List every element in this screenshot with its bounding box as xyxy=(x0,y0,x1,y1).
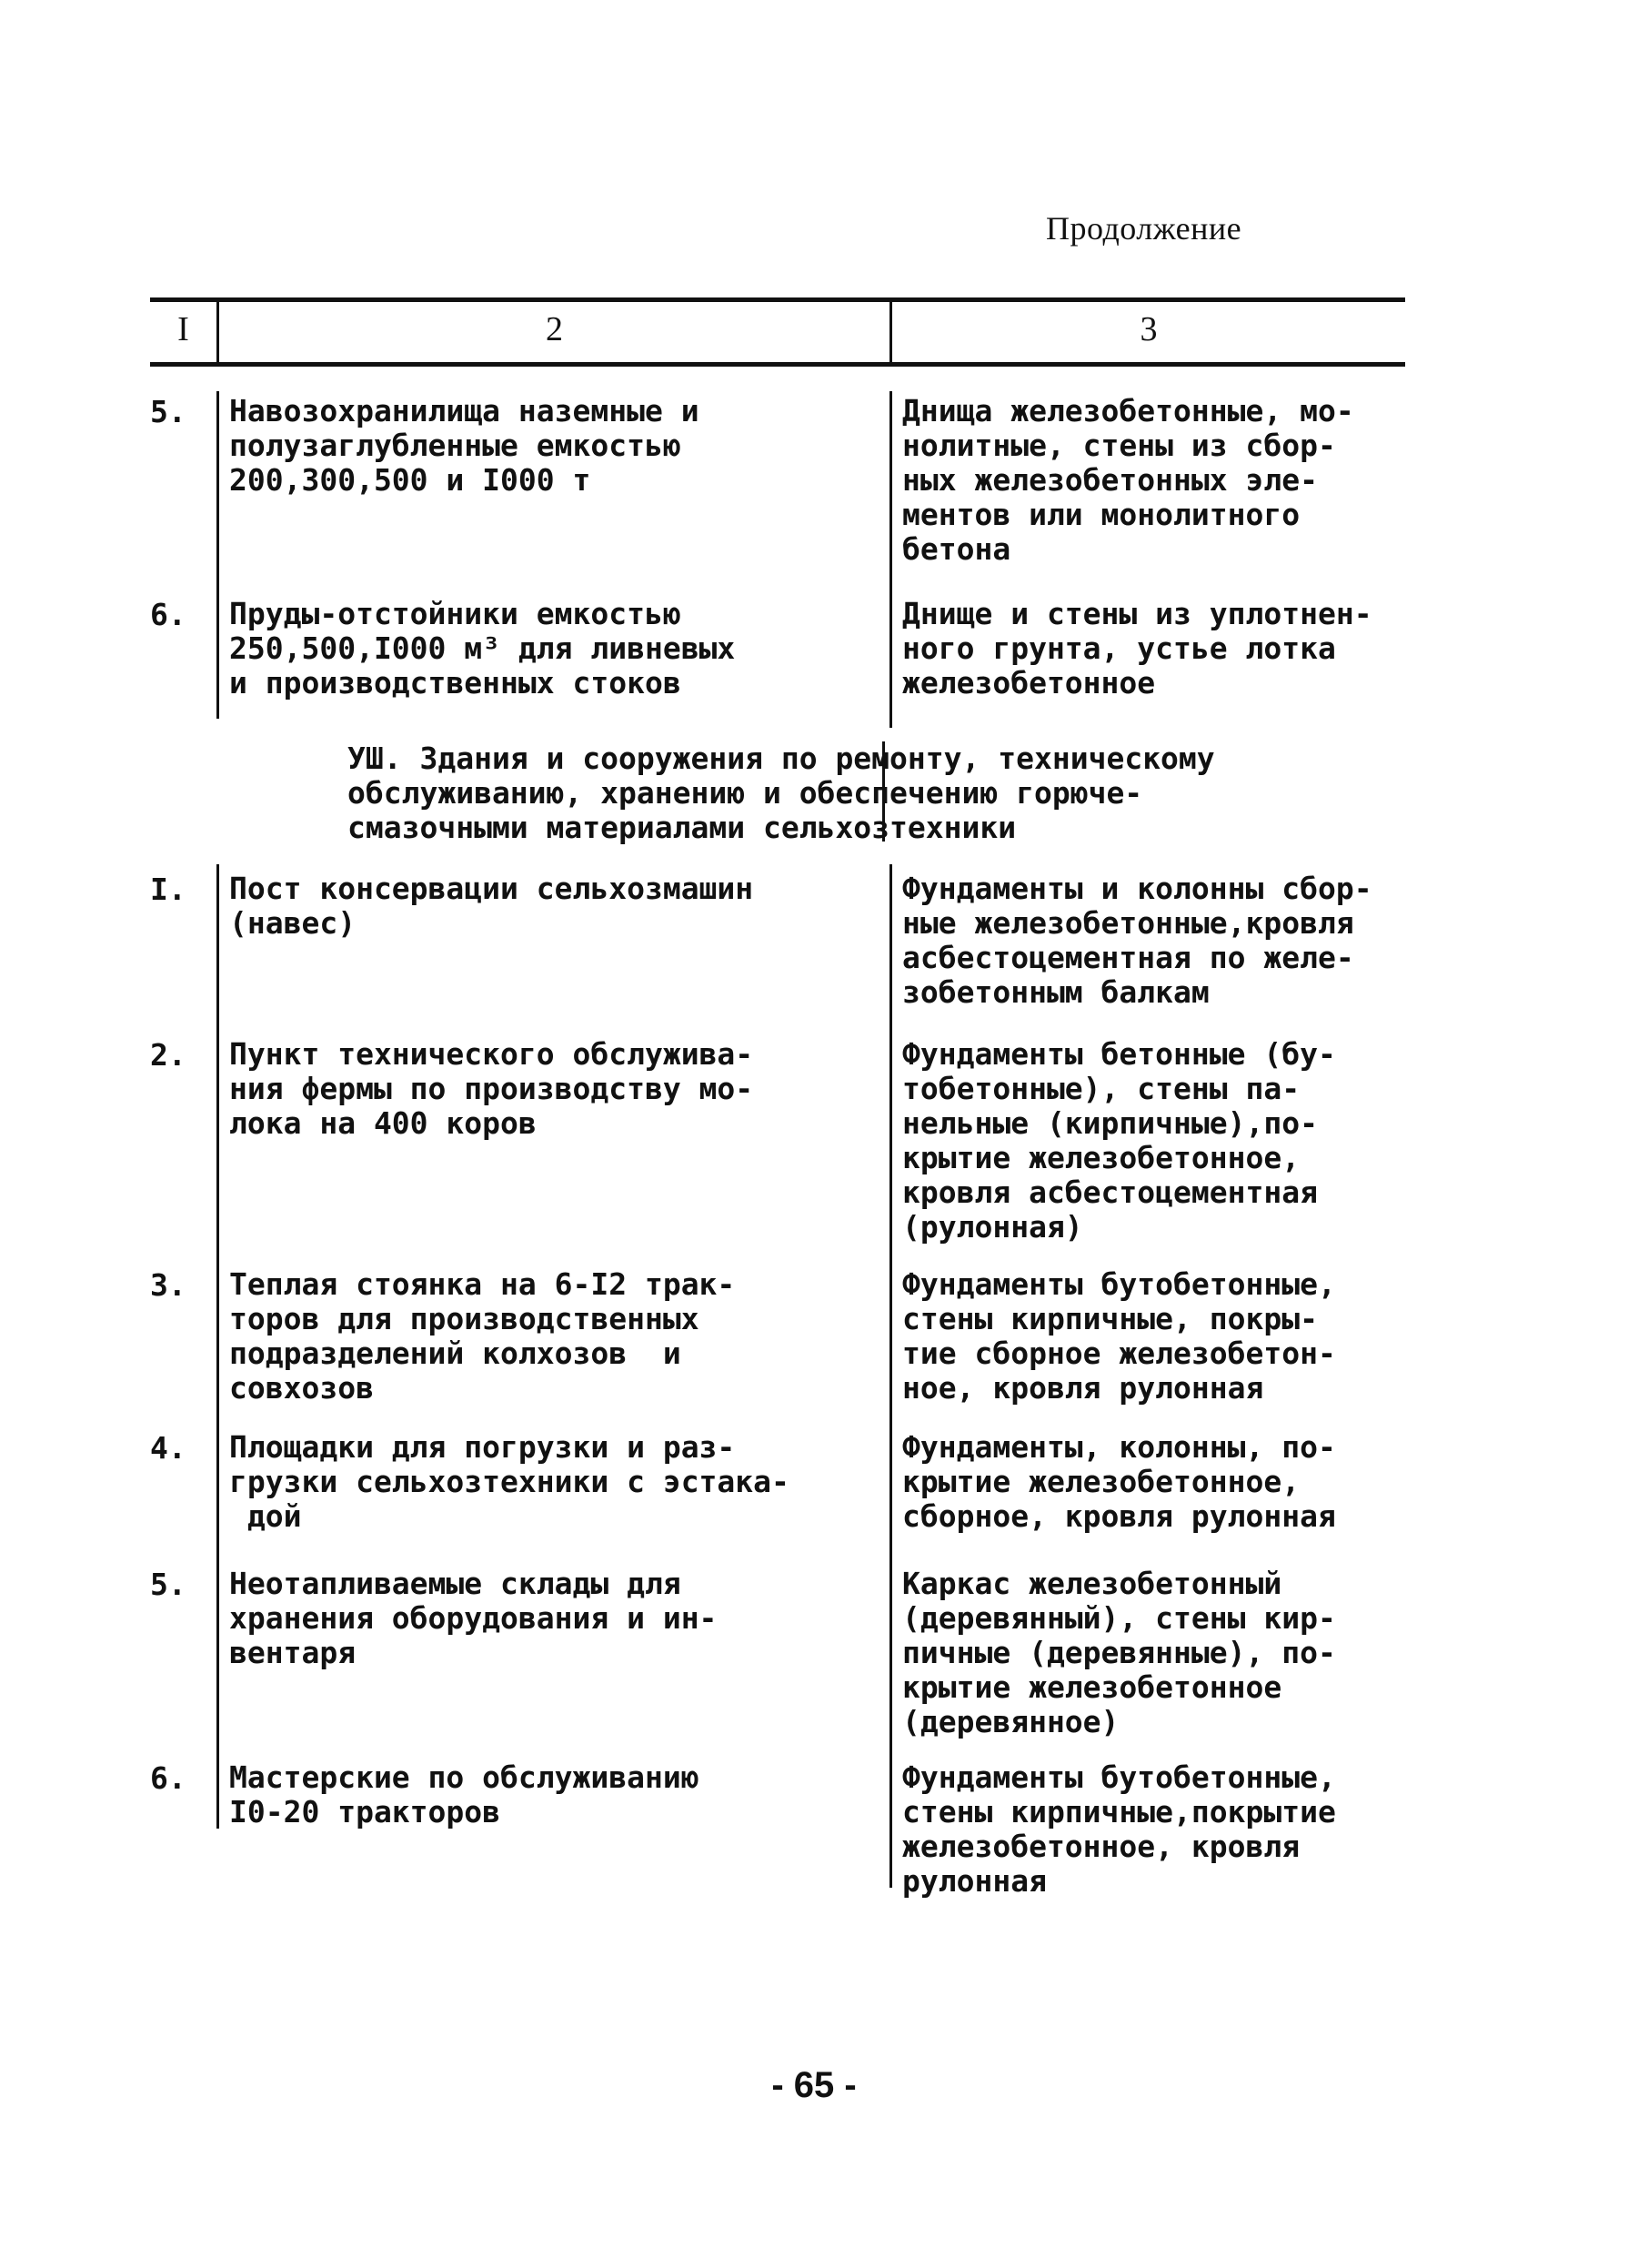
row-object-name: Пруды-отстойники емкостью 250,500,I000 м³ для ливневых и производственных стоков xyxy=(229,596,736,701)
row-object-name: Теплая стоянка на 6-I2 трак- торов для производственных подразделений колхозов и совхозов xyxy=(229,1266,736,1406)
section-title: Здания и сооружения по ремонту, техническому обслуживанию, хранению и обеспечению горюче- смазочными материалами сельхозтехники xyxy=(347,741,1215,845)
row-number: 5. xyxy=(150,1567,186,1602)
row-construction: Каркас железобетонный (деревянный), стены кир- пичные (деревянные), по- крытие железобетонное (деревянное) xyxy=(902,1566,1336,1739)
row-object-name: Неотапливаемые склады для хранения оборудования и ин- вентаря xyxy=(229,1566,718,1670)
header-col-2: 2 xyxy=(546,310,563,348)
col3-divider-b xyxy=(889,864,892,1888)
row-number: 6. xyxy=(150,597,186,632)
row-construction: Днища железобетонные, мо- нолитные, стены из сбор- ных железобетонных эле- ментов или монолитного бетона xyxy=(902,393,1354,567)
continuation-label: Продолжение xyxy=(1046,210,1242,247)
row-construction: Фундаменты, колонны, по- крытие железобетонное, сборное, кровля рулонная xyxy=(902,1429,1336,1534)
col2-divider-a xyxy=(216,391,219,719)
row-number: 5. xyxy=(150,394,186,429)
row-construction: Днище и стены из уплотнен- ного грунта, устье лотка железобетонное xyxy=(902,596,1372,701)
row-object-name: Мастерские по обслуживанию I0-20 тракторов xyxy=(229,1759,699,1830)
col2-divider-b xyxy=(216,864,219,1829)
row-construction: Фундаменты бутобетонные, стены кирпичные,покрытие железобетонное, кровля рулонная xyxy=(902,1759,1336,1899)
table-top-rule xyxy=(150,297,1405,302)
row-construction: Фундаменты и колонны сбор- ные железобетонные,кровля асбестоцементная по желе- зобетонным балкам xyxy=(902,871,1372,1010)
section-roman-numeral: УШ. xyxy=(347,741,402,776)
page-number: - 65 - xyxy=(771,2065,857,2105)
row-number: 2. xyxy=(150,1037,186,1073)
row-object-name: Навозохранилища наземные и полузаглубленные емкостью 200,300,500 и I000 т xyxy=(229,393,699,498)
header-col-1: I xyxy=(177,310,189,348)
row-object-name: Пост консервации сельхозмашин (навес) xyxy=(229,871,754,941)
section-heading xyxy=(347,741,1215,845)
row-number: 6. xyxy=(150,1760,186,1796)
row-object-name: Площадки для погрузки и раз- грузки сельхозтехники с эстака- дой xyxy=(229,1429,789,1534)
header-col-3: 3 xyxy=(1140,310,1158,348)
row-number: 4. xyxy=(150,1430,186,1466)
row-object-name: Пункт технического обслужива- ния фермы по производству мо- лока на 400 коров xyxy=(229,1036,754,1141)
col3-divider-a xyxy=(889,391,892,728)
row-number: I. xyxy=(150,872,186,907)
row-construction: Фундаменты бетонные (бу- тобетонные), стены па- нельные (кирпичные),по- крытие железобетонное, кровля асбестоцементная (рулонная) xyxy=(902,1036,1336,1245)
row-number: 3. xyxy=(150,1267,186,1303)
row-construction: Фундаменты бутобетонные, стены кирпичные, покры- тие сборное железобетон- ное, кровля рулонная xyxy=(902,1266,1336,1406)
table-header-rule xyxy=(150,362,1405,367)
